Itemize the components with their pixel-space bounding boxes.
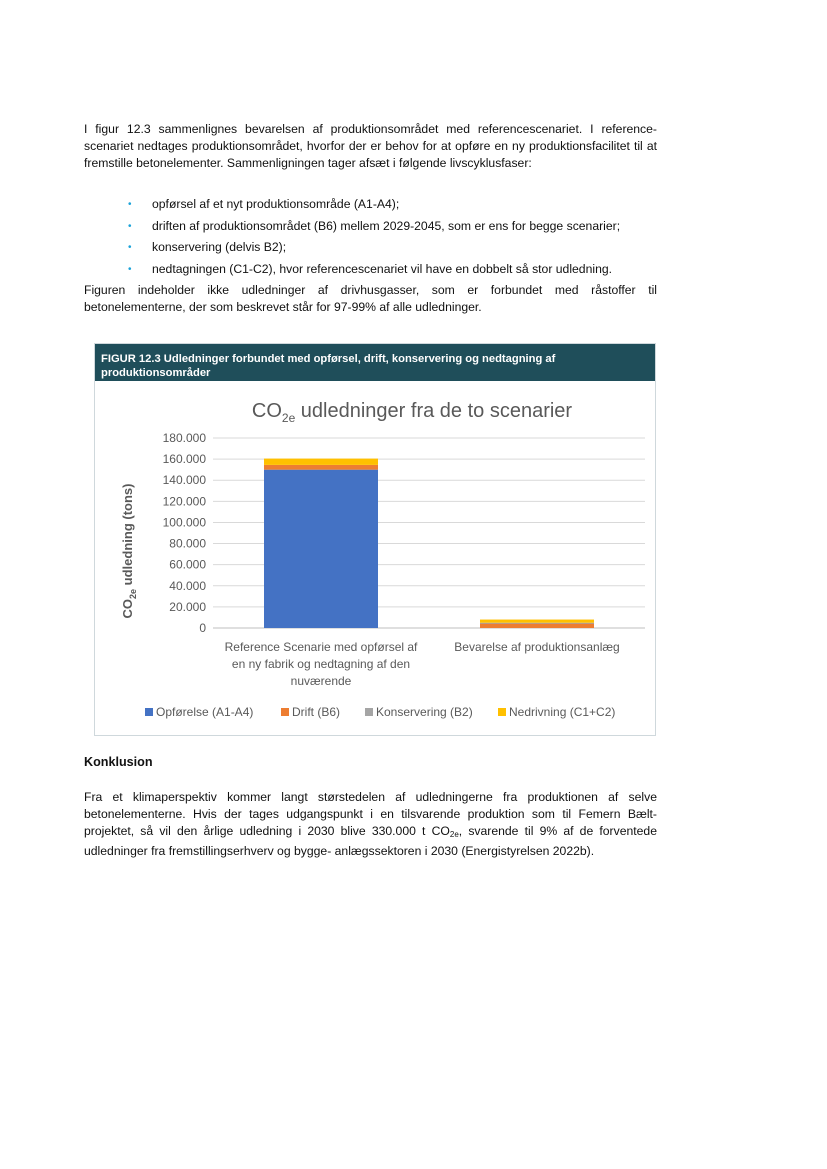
y-axis-label-sub: 2e	[128, 588, 138, 599]
legend-label: Drift (B6)	[292, 705, 340, 719]
x-axis-labels	[225, 640, 620, 688]
bullet-icon: •	[128, 199, 132, 210]
conclusion-text-sub: 2e	[449, 830, 459, 839]
y-tick-label: 180.000	[162, 431, 206, 445]
bullet-icon: •	[128, 220, 132, 232]
lifecycle-phase-item	[128, 216, 668, 238]
conclusion-paragraph	[84, 789, 657, 860]
bar-segment	[480, 623, 594, 624]
y-tick-label: 80.000	[169, 536, 206, 551]
figure-caption: Udledninger forbundet med opførsel, drift, konservering og nedtagning af produktionsområder	[101, 353, 556, 379]
chart-legend	[145, 705, 615, 719]
lifecycle-phase-text: opførsel af et nyt produktionsområde (A1-A4);	[152, 197, 400, 211]
x-tick-label: Reference Scenarie med opførsel af	[224, 640, 418, 654]
bar-segment	[264, 465, 378, 470]
conclusion-text-after: , svarende til 9% af de forventede udledninger fra fremstillingserhverv og bygge- anlægssektoren i 2030 (Energistyrelsen 2022b).	[84, 824, 657, 858]
lifecycle-phase-text: konservering (delvis B2);	[152, 240, 287, 254]
chart-title	[252, 400, 573, 425]
bullet-icon: •	[128, 242, 132, 253]
y-tick-label: 100.000	[162, 515, 206, 530]
x-tick-label: en ny fabrik og nedtagning af den	[231, 657, 411, 671]
x-tick-label: Bevarelse af produktionsanlæg	[454, 640, 620, 654]
figure-header	[95, 344, 655, 381]
y-axis-ticks	[163, 431, 207, 635]
figure-label: FIGUR 12.3	[101, 353, 161, 365]
legend-swatch	[145, 708, 153, 716]
lifecycle-phase-item	[128, 259, 668, 281]
y-tick-label: 160.000	[162, 452, 206, 467]
y-tick-label: 60.000	[169, 557, 206, 572]
legend-swatch	[498, 708, 506, 716]
y-axis-label-rest: udledning (tons)	[120, 483, 135, 589]
legend-swatch	[281, 708, 289, 716]
lifecycle-phase-item	[128, 237, 668, 259]
y-tick-label: 0	[199, 621, 206, 635]
legend-swatch	[365, 708, 373, 716]
x-tick-label: nuværende	[290, 674, 352, 688]
legend-label: Opførelse (A1-A4)	[156, 705, 254, 719]
chart-title-rest: udledninger fra de to scenarier	[295, 400, 573, 422]
y-axis-label-main: CO	[120, 598, 135, 619]
bar-segment	[264, 470, 378, 628]
legend-label: Nedrivning (C1+C2)	[509, 705, 616, 719]
y-tick-label: 40.000	[169, 578, 206, 593]
intro-paragraph: I figur 12.3 sammenlignes bevarelsen af produktionsområdet med referencescenariet. I reference-scenariet nedtages produktionsområdet, hvorfor der er behov for at opføre en ny produktionsfacilitet til at fremstille betonelementer. Sammenligningen tager afsæt i følgende livscyklusfaser:	[84, 122, 657, 170]
chart-title-sub: 2e	[281, 411, 296, 425]
bullet-icon: •	[128, 263, 132, 275]
conclusion-text-before: Fra et klimaperspektiv kommer langt størstedelen af udledningerne fra produktionen af selve betonelementerne. Hvis der tages udgangspunkt i en tilsvarende produktion som til Femern Bælt-projektet, så vil den årlige udledning i 2030 blive 330.000 t CO	[84, 790, 657, 838]
y-axis-label	[120, 484, 138, 619]
emissions-chart	[95, 381, 655, 735]
y-tick-label: 20.000	[169, 599, 206, 614]
bar-segment	[264, 459, 378, 465]
lifecycle-phase-text: nedtagningen (C1-C2), hvor referencescenariet vil have en dobbelt så stor udledning.	[152, 261, 613, 276]
chart-title-main: CO	[251, 400, 282, 422]
y-tick-label: 120.000	[162, 494, 206, 509]
legend-label: Konservering (B2)	[376, 705, 473, 719]
conclusion-heading: Konklusion	[84, 755, 153, 769]
bar-segment	[480, 620, 594, 623]
lifecycle-phase-item	[128, 194, 668, 216]
note-paragraph: Figuren indeholder ikke udledninger af drivhusgasser, som er forbundet med råstoffer til betonelementerne, der som beskrevet står for 97-99% af alle udledninger.	[84, 283, 657, 314]
lifecycle-phase-text: driften af produktionsområdet (B6) mellem 2029-2045, som er ens for begge scenarier;	[152, 218, 621, 233]
bar-segment	[480, 623, 594, 628]
lifecycle-phase-list	[128, 194, 668, 280]
figure-12-3	[94, 343, 656, 736]
y-tick-label: 140.000	[162, 473, 206, 488]
